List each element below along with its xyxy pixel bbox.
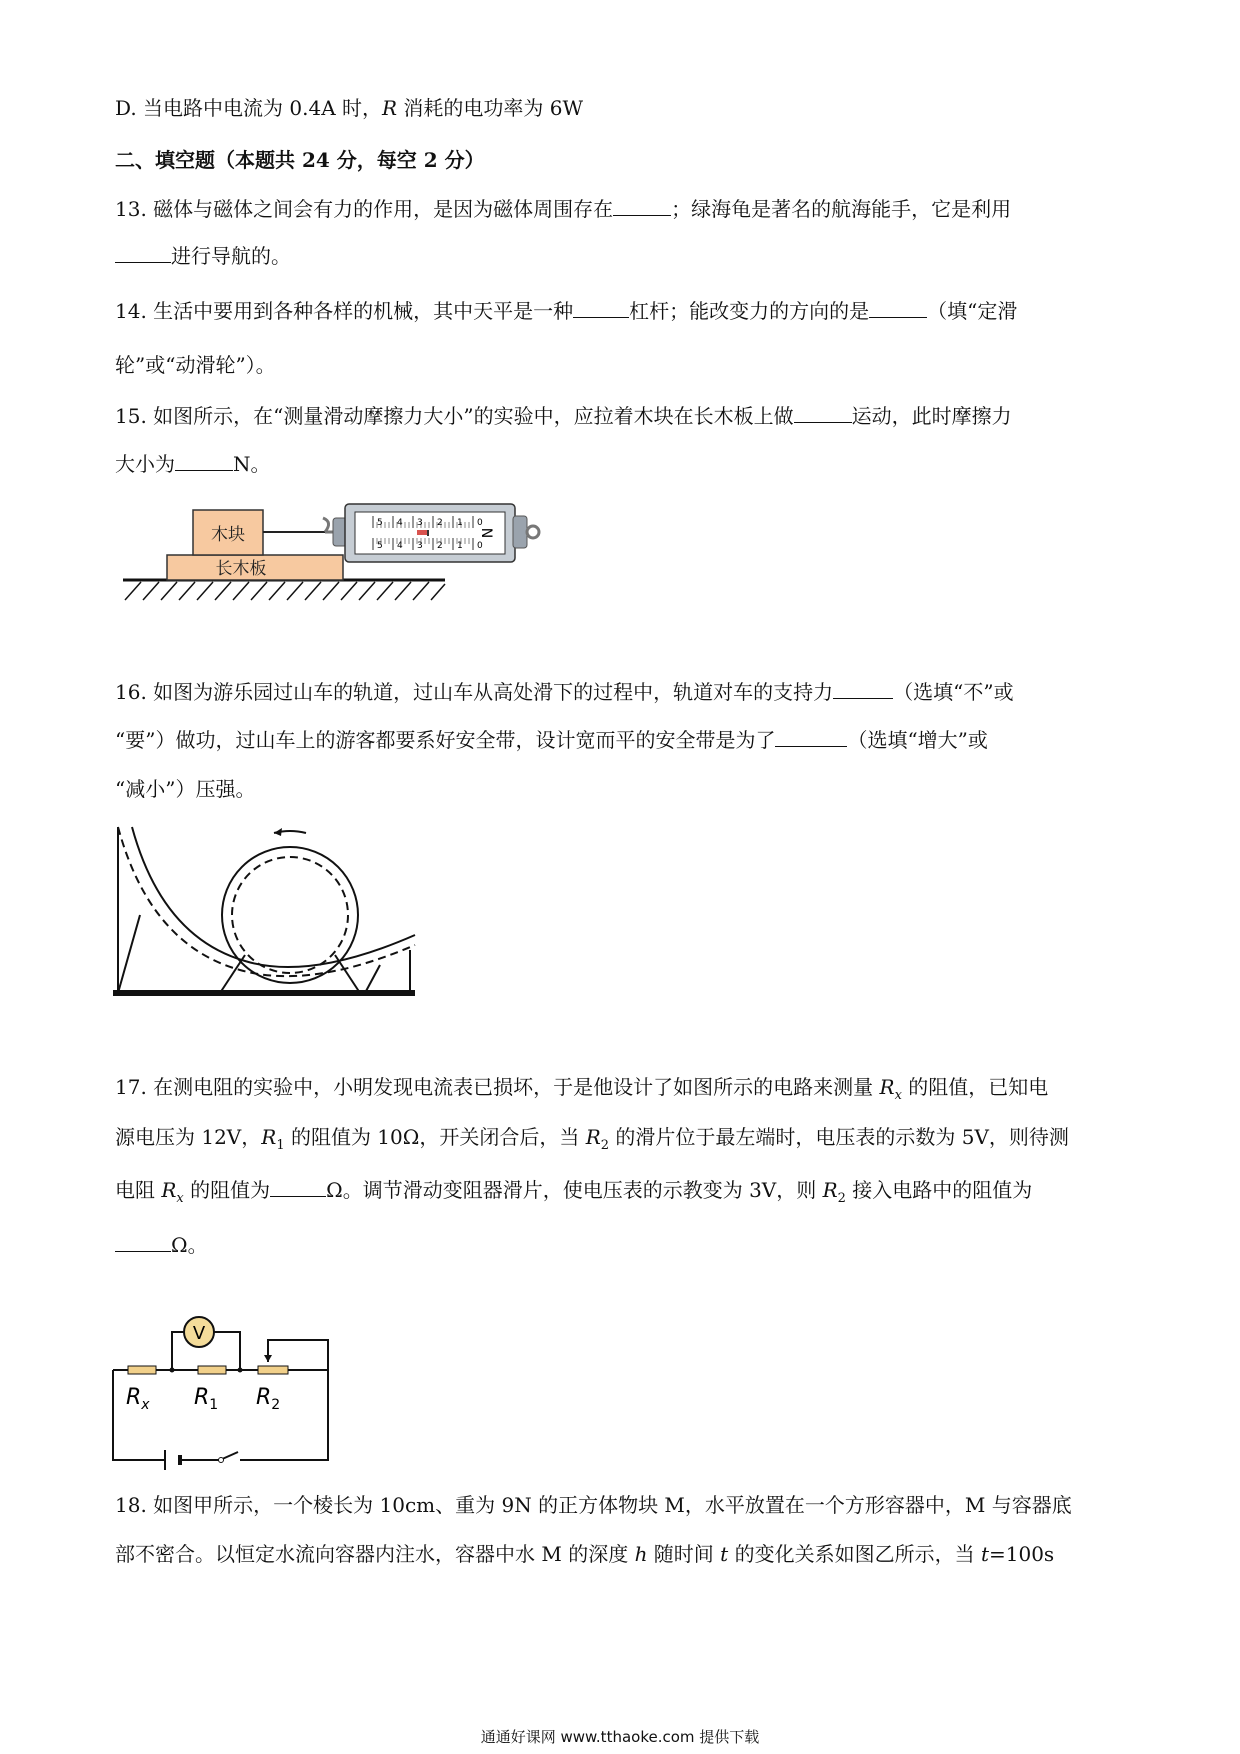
loop-leg-right <box>335 955 360 993</box>
var-t: t <box>980 1542 989 1566</box>
scale-number: 1 <box>457 518 463 528</box>
q13-text-a: 13. 磁体与磁体之间会有力的作用，是因为磁体周围存在 <box>115 197 614 221</box>
q15-text-d: N。 <box>233 452 271 476</box>
answer-blank[interactable] <box>573 299 629 318</box>
q17-line4 <box>115 1232 208 1258</box>
answer-blank[interactable] <box>833 680 893 699</box>
wire-left <box>113 1370 165 1460</box>
switch-contact <box>219 1458 224 1463</box>
scale-number: 4 <box>397 518 403 528</box>
var-r: R <box>382 96 398 120</box>
scale-number: 3 <box>417 541 423 551</box>
scale-end-right <box>513 516 527 548</box>
section-heading: 二、填空题（本题共 24 分，每空 2 分） <box>115 148 485 172</box>
q18-text-a: 部不密合。以恒定水流向容器内注水，容器中水 M 的深度 <box>115 1542 635 1566</box>
answer-blank[interactable] <box>613 197 671 216</box>
q15-line1 <box>115 403 1012 429</box>
answer-blank[interactable] <box>175 452 233 471</box>
q17-text-f: 电阻 <box>115 1178 162 1202</box>
scale-number: 4 <box>397 541 403 551</box>
q17-text-g: 的阻值为 <box>183 1178 271 1202</box>
resistor-r1 <box>198 1366 226 1374</box>
support-1 <box>118 915 140 993</box>
voltmeter-label: V <box>192 1323 206 1344</box>
loop-outer <box>222 847 358 983</box>
scale-pointer <box>417 530 427 535</box>
option-d <box>115 95 583 121</box>
page-footer: 通通好课网 www.tthaoke.com 提供下载 <box>480 1728 760 1746</box>
q14-line2: 轮”或“动滑轮”）。 <box>115 353 276 377</box>
q18-text-c: 的变化关系如图乙所示，当 <box>728 1542 981 1566</box>
q18-line1: 18. 如图甲所示，一个棱长为 10cm、重为 9N 的正方体物块 M，水平放置在一个方形容器中，M 与容器底 <box>115 1493 1072 1517</box>
scale-number: 5 <box>377 541 383 551</box>
loop-inner <box>232 857 348 973</box>
scale-number: 3 <box>417 518 423 528</box>
q16-line2 <box>115 727 988 753</box>
sub-x: x <box>176 1191 184 1206</box>
q15-text-a: 15. 如图所示，在“测量滑动摩擦力大小”的实验中，应拉着木块在长木板上做 <box>115 404 794 428</box>
scale-number: 2 <box>437 541 443 551</box>
var-r: R <box>261 1125 277 1149</box>
option-d-prefix: D. 当电路中电流为 0.4A 时， <box>115 96 383 120</box>
ground-hatch <box>125 582 445 600</box>
q18-line2 <box>115 1541 1054 1567</box>
pointer-base <box>427 530 429 536</box>
scale-number: 2 <box>437 518 443 528</box>
wire-right <box>240 1340 328 1460</box>
loop-leg-left <box>220 955 245 993</box>
q17-text-b: 的阻值，已知电 <box>901 1075 1049 1099</box>
support-2 <box>365 965 380 993</box>
q18-text-b: 随时间 <box>647 1542 721 1566</box>
q16-text-d: （选填“增大”或 <box>847 728 988 752</box>
q15-text-c: 大小为 <box>115 452 175 476</box>
q17-text-c: 源电压为 12V， <box>115 1125 262 1149</box>
q17-line2 <box>115 1124 1069 1159</box>
label-r2: $R_2$ <box>256 1385 281 1413</box>
answer-blank[interactable] <box>270 1178 326 1197</box>
label-r1: $R_1$ <box>194 1385 219 1413</box>
q14-text-a: 14. 生活中要用到各种各样的机械，其中天平是一种 <box>115 299 574 323</box>
q16-line3: “减小”）压强。 <box>115 777 256 801</box>
block-label: 木块 <box>211 525 245 545</box>
resistor-rx <box>128 1366 156 1374</box>
q14-text-b: 杠杆；能改变力的方向的是 <box>629 299 870 323</box>
q17-text-a: 17. 在测电阻的实验中，小明发现电流表已损坏，于是他设计了如图所示的电路来测量 <box>115 1075 880 1099</box>
track-outer <box>118 827 415 976</box>
var-r: R <box>879 1075 895 1099</box>
circuit-figure <box>110 1290 340 1475</box>
q13-text-b: ；绿海龟是著名的航海能手，它是利用 <box>671 197 1012 221</box>
var-r: R <box>822 1178 838 1202</box>
q16-text-a: 16. 如图为游乐园过山车的轨道，过山车从高处滑下的过程中，轨道对车的支持力 <box>115 680 834 704</box>
junction-dot <box>170 1368 175 1373</box>
q17-line1 <box>115 1074 1048 1109</box>
answer-blank[interactable] <box>869 299 927 318</box>
answer-blank[interactable] <box>794 404 852 423</box>
q14-line1 <box>115 298 1017 324</box>
scale-ring <box>527 526 539 538</box>
q17-line3 <box>115 1177 1032 1212</box>
label-rx: $R_x$ <box>126 1385 150 1413</box>
voltmeter-wire-left <box>172 1332 184 1370</box>
q16-text-b: （选填“不”或 <box>893 680 1014 704</box>
answer-blank[interactable] <box>775 728 847 747</box>
q17-text-e: 的滑片位于最左端时，电压表的示数为 5V，则待测 <box>609 1125 1069 1149</box>
q17-text-d: 的阻值为 10Ω，开关闭合后，当 <box>284 1125 586 1149</box>
option-d-suffix: 消耗的电功率为 6W <box>397 96 584 120</box>
q16-text-c: “要”）做功，过山车上的游客都要系好安全带，设计宽而平的安全带是为了 <box>115 728 776 752</box>
var-t: t <box>720 1542 729 1566</box>
var-h: h <box>634 1542 648 1566</box>
var-r: R <box>161 1178 177 1202</box>
sub-2: 2 <box>600 1138 610 1153</box>
scale-number: 5 <box>377 518 383 528</box>
q17-text-i: 接入电路中的阻值为 <box>845 1178 1033 1202</box>
friction-figure <box>115 500 595 615</box>
scale-number: 1 <box>457 541 463 551</box>
q13-text-c: 进行导航的。 <box>171 244 291 268</box>
roller-coaster-figure <box>110 815 430 1005</box>
answer-blank[interactable] <box>115 244 171 263</box>
q13-line1 <box>115 196 1011 222</box>
q18-text-d: =100s <box>988 1542 1055 1566</box>
voltmeter-wire-right <box>214 1332 240 1370</box>
scale-number: 0 <box>477 518 483 528</box>
q15-text-b: 运动，此时摩擦力 <box>851 404 1012 428</box>
board-label: 长木板 <box>215 559 267 579</box>
answer-blank[interactable] <box>115 1233 171 1252</box>
scale-unit: N <box>478 527 494 539</box>
q17-text-j: Ω。 <box>171 1233 208 1257</box>
sub-2: 2 <box>837 1191 846 1206</box>
q14-text-c: （填“定滑 <box>927 299 1018 323</box>
sub-x: x <box>894 1088 902 1103</box>
var-r: R <box>585 1125 601 1149</box>
scale-number: 0 <box>477 541 483 551</box>
resistor-r2 <box>258 1366 288 1374</box>
slider-arrow <box>264 1355 272 1362</box>
q15-line2 <box>115 451 271 477</box>
q17-text-h: Ω。调节滑动变阻器滑片，使电压表的示教变为 3V，则 <box>326 1178 823 1202</box>
q16-line1 <box>115 679 1014 705</box>
q13-line2 <box>115 243 291 269</box>
junction-dot <box>238 1368 243 1373</box>
sub-1: 1 <box>276 1138 285 1153</box>
